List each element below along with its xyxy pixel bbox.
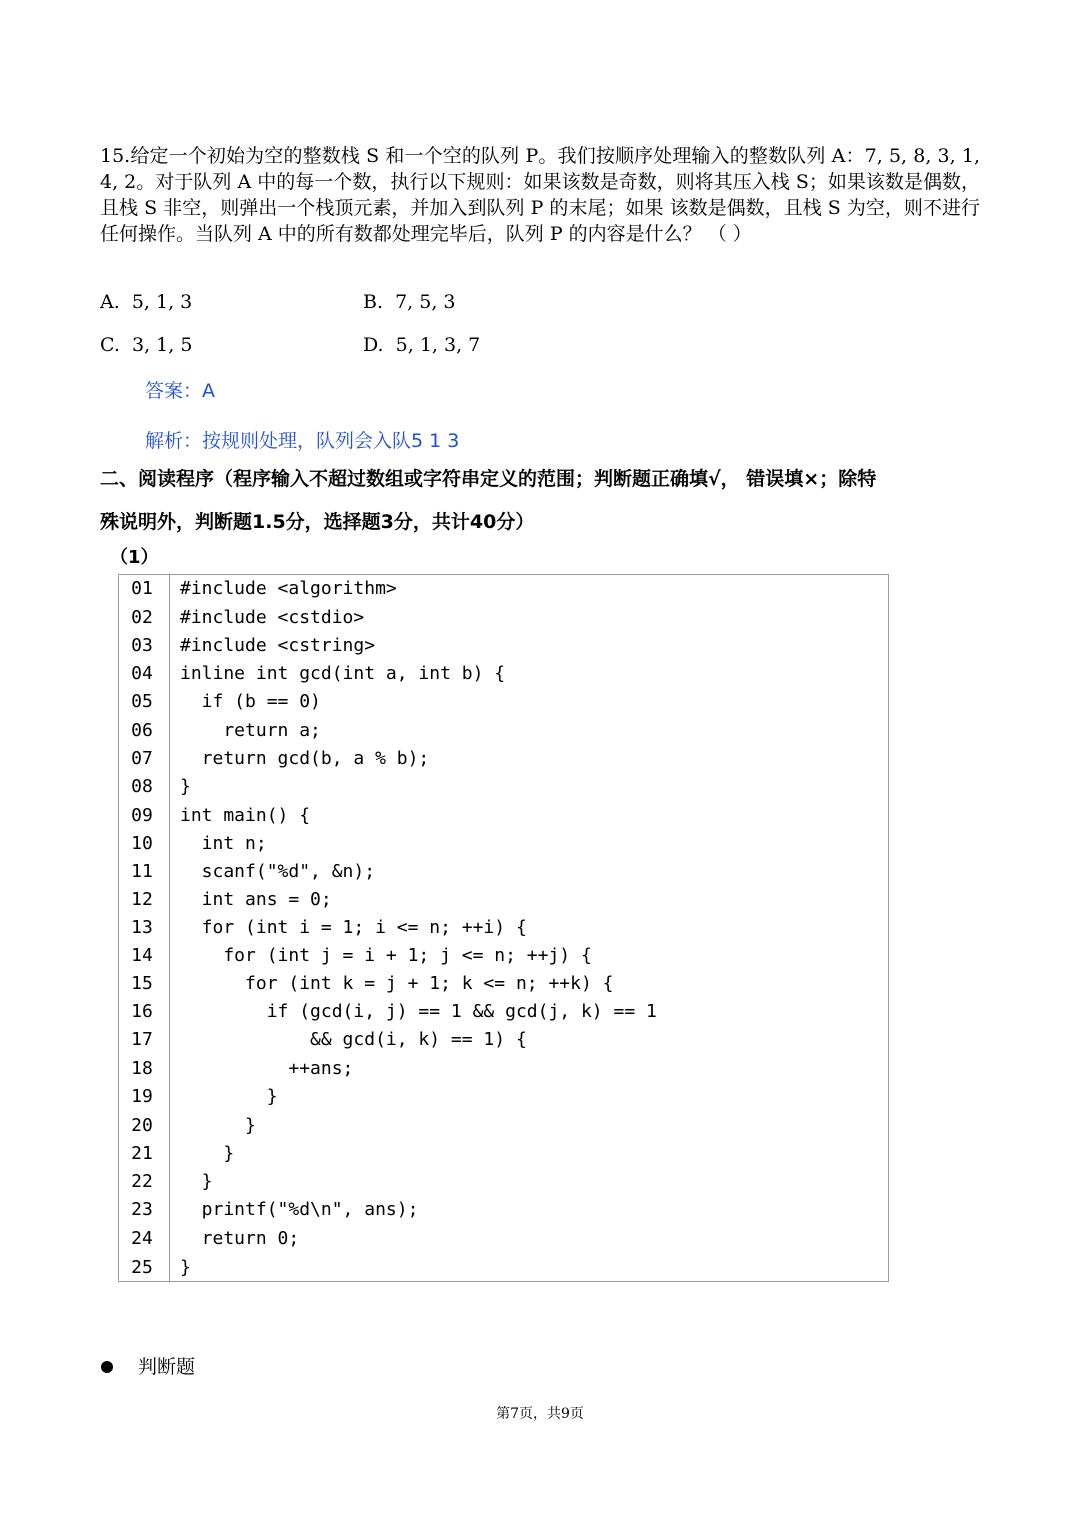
line-number: 14 bbox=[131, 945, 153, 966]
line-number: 01 bbox=[131, 578, 153, 599]
bullet-icon bbox=[101, 1361, 113, 1373]
program-sub-label: （1） bbox=[110, 547, 159, 568]
line-number: 21 bbox=[131, 1143, 153, 1164]
line-number: 07 bbox=[131, 748, 153, 769]
line-number: 17 bbox=[131, 1029, 153, 1050]
code-line bbox=[119, 1083, 888, 1111]
code-line bbox=[119, 1254, 888, 1282]
code-text: for (int k = j + 1; k <= n; ++k) { bbox=[180, 973, 614, 994]
code-text: if (b == 0) bbox=[180, 691, 321, 712]
line-number: 24 bbox=[131, 1228, 153, 1249]
code-line bbox=[119, 1225, 888, 1253]
code-line bbox=[119, 1168, 888, 1196]
code-text: return gcd(b, a % b); bbox=[180, 748, 430, 769]
code-line bbox=[119, 970, 888, 998]
line-number: 23 bbox=[131, 1199, 153, 1220]
code-text: } bbox=[180, 1143, 235, 1164]
page-footer: 第7页，共9页 bbox=[496, 1406, 584, 1422]
code-text: return 0; bbox=[180, 1228, 300, 1249]
code-line bbox=[119, 830, 888, 858]
line-number: 13 bbox=[131, 917, 153, 938]
code-text: ++ans; bbox=[180, 1058, 354, 1079]
line-number: 09 bbox=[131, 805, 153, 826]
code-text: #include <cstring> bbox=[180, 635, 376, 656]
code-text: && gcd(i, k) == 1) { bbox=[180, 1029, 527, 1050]
code-text: inline int gcd(int a, int b) { bbox=[180, 663, 506, 684]
code-text: int main() { bbox=[180, 805, 311, 826]
line-number: 25 bbox=[131, 1257, 153, 1278]
line-number: 20 bbox=[131, 1115, 153, 1136]
code-line bbox=[119, 632, 888, 660]
code-listing bbox=[118, 574, 889, 1282]
code-line bbox=[119, 1140, 888, 1168]
option-a: A. 5, 1, 3 bbox=[100, 291, 193, 313]
line-number: 11 bbox=[131, 861, 153, 882]
line-number: 03 bbox=[131, 635, 153, 656]
code-line bbox=[119, 1196, 888, 1224]
section-title-line1: 二、阅读程序（程序输入不超过数组或字符串定义的范围；判断题正确填√， 错误填×；除特 bbox=[100, 468, 877, 490]
code-text: } bbox=[180, 1171, 213, 1192]
answer-text: 答案：A bbox=[145, 380, 215, 402]
line-number: 12 bbox=[131, 889, 153, 910]
code-line bbox=[119, 942, 888, 970]
line-number: 05 bbox=[131, 691, 153, 712]
code-text: int ans = 0; bbox=[180, 889, 332, 910]
line-number: 08 bbox=[131, 776, 153, 797]
code-line bbox=[119, 773, 888, 801]
code-line bbox=[119, 1112, 888, 1140]
code-text: } bbox=[180, 1086, 278, 1107]
code-line bbox=[119, 886, 888, 914]
line-number: 16 bbox=[131, 1001, 153, 1022]
analysis-text: 解析：按规则处理，队列会入队5 1 3 bbox=[145, 430, 460, 452]
judgment-heading: 判断题 bbox=[138, 1356, 196, 1378]
code-text: int n; bbox=[180, 833, 267, 854]
code-text: scanf("%d", &n); bbox=[180, 861, 376, 882]
code-line bbox=[119, 660, 888, 688]
code-text: #include <cstdio> bbox=[180, 607, 365, 628]
code-line bbox=[119, 717, 888, 745]
line-number: 10 bbox=[131, 833, 153, 854]
code-line bbox=[119, 745, 888, 773]
code-text: if (gcd(i, j) == 1 && gcd(j, k) == 1 bbox=[180, 1001, 657, 1022]
code-text: return a; bbox=[180, 720, 321, 741]
code-text: } bbox=[180, 1257, 191, 1278]
code-text: } bbox=[180, 776, 191, 797]
option-c: C. 3, 1, 5 bbox=[100, 334, 193, 356]
code-line bbox=[119, 1055, 888, 1083]
code-line bbox=[119, 998, 888, 1026]
code-line bbox=[119, 914, 888, 942]
line-number: 22 bbox=[131, 1171, 153, 1192]
line-number: 15 bbox=[131, 973, 153, 994]
code-text: printf("%d\n", ans); bbox=[180, 1199, 419, 1220]
section-title-line2: 殊说明外，判断题1.5分，选择题3分，共计40分） bbox=[100, 511, 535, 533]
line-number: 18 bbox=[131, 1058, 153, 1079]
option-d: D. 5, 1, 3, 7 bbox=[363, 334, 481, 356]
code-line bbox=[119, 858, 888, 886]
code-text: } bbox=[180, 1115, 256, 1136]
code-text: for (int j = i + 1; j <= n; ++j) { bbox=[180, 945, 592, 966]
line-number: 02 bbox=[131, 607, 153, 628]
line-number: 04 bbox=[131, 663, 153, 684]
code-text: #include <algorithm> bbox=[180, 578, 397, 599]
code-text: for (int i = 1; i <= n; ++i) { bbox=[180, 917, 527, 938]
question-15-text: 15.给定一个初始为空的整数栈 S 和一个空的队列 P。我们按顺序处理输入的整数队列 A：7, 5, 8, 3, 1, 4, 2。对于队列 A 中的每一个数，执行以下规则：如果该数是奇数，则将其压入栈 S；如果该数是偶数，且栈 S 非空，则弹出一个栈顶元素，并加入到队列 P 的末尾；如果 该数是偶数，且栈 S 为空，则不进行任何操作。当队列 A 中的所有数都处理完毕后，队列 P 的内容是什么？ （ ） bbox=[100, 145, 980, 245]
code-line bbox=[119, 1026, 888, 1054]
line-number: 19 bbox=[131, 1086, 153, 1107]
code-line bbox=[119, 802, 888, 830]
option-b: B. 7, 5, 3 bbox=[363, 291, 456, 313]
line-number: 06 bbox=[131, 720, 153, 741]
code-line bbox=[119, 604, 888, 632]
code-line bbox=[119, 575, 888, 603]
code-line bbox=[119, 688, 888, 716]
